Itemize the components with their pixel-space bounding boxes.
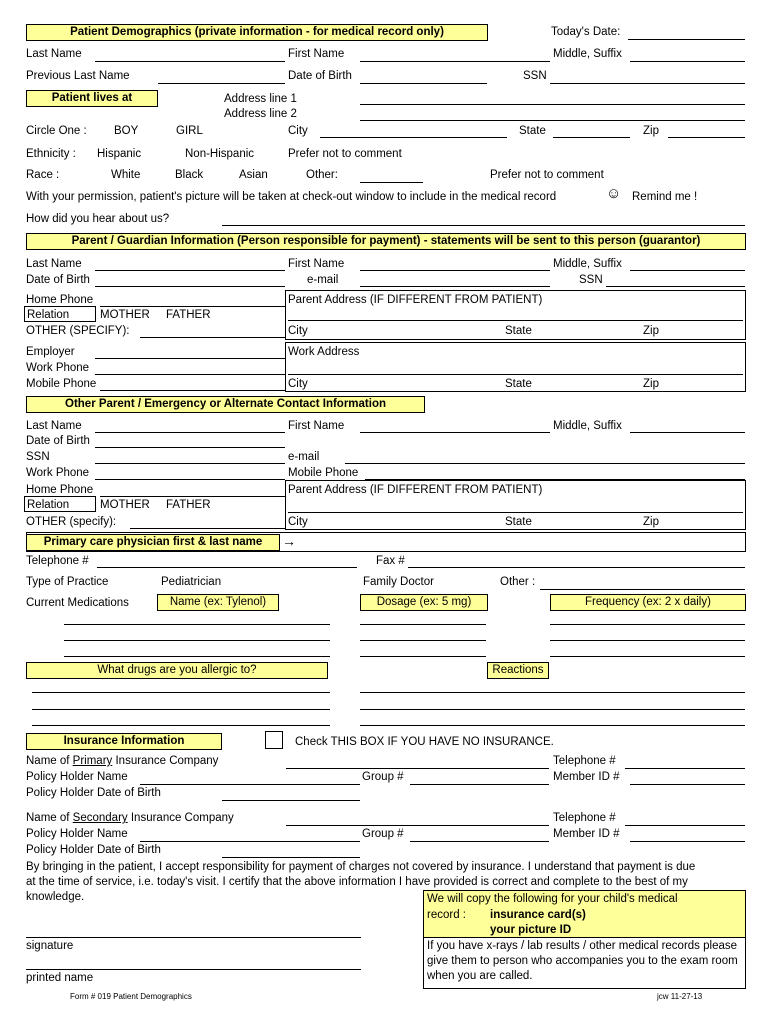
address-line-1-field[interactable] <box>360 104 745 105</box>
reaction-row-1[interactable] <box>360 692 745 693</box>
other-last-name-label: Last Name <box>26 420 82 432</box>
current-medications-label: Current Medications <box>26 597 129 609</box>
medication-frequency-row-2[interactable] <box>550 640 745 641</box>
guardian-address-field[interactable] <box>288 320 743 321</box>
reactions-header: Reactions <box>487 662 549 679</box>
city-field[interactable] <box>320 137 507 138</box>
guardian-mobile-phone-field[interactable] <box>100 390 285 391</box>
no-insurance-label: Check THIS BOX IF YOU HAVE NO INSURANCE. <box>295 736 554 748</box>
other-other-specify-field[interactable] <box>130 528 285 529</box>
group-2-label: Group # <box>362 828 404 840</box>
guardian-middle-suffix-field[interactable] <box>630 270 745 271</box>
guardian-state-label: State <box>505 325 532 337</box>
guardian-employer-label: Employer <box>26 346 75 358</box>
other-relation-label: Relation <box>27 499 70 511</box>
policy-dob-2-field[interactable] <box>222 857 360 858</box>
no-insurance-checkbox[interactable] <box>265 731 283 749</box>
reaction-row-2[interactable] <box>360 709 745 710</box>
last-name-field[interactable] <box>95 61 285 62</box>
member-id-field[interactable] <box>630 784 745 785</box>
guardian-work-address-field[interactable] <box>288 374 743 375</box>
other-city-label: City <box>288 516 308 528</box>
policy-holder-field[interactable] <box>140 784 360 785</box>
medication-dosage-header: Dosage (ex: 5 mg) <box>360 594 488 611</box>
policy-dob-2-label: Policy Holder Date of Birth <box>26 844 161 856</box>
non-hispanic-option[interactable]: Non-Hispanic <box>185 148 255 160</box>
physician-fax-label: Fax # <box>376 555 405 567</box>
reaction-row-3[interactable] <box>360 725 745 726</box>
asian-option[interactable]: Asian <box>239 169 268 181</box>
medication-dosage-row-2[interactable] <box>360 640 486 641</box>
guardian-address-label: Parent Address (IF DIFFERENT FROM PATIENT) <box>288 294 543 306</box>
guardian-employer-field[interactable] <box>95 358 285 359</box>
guardian-work-city-label: City <box>288 378 308 390</box>
other-mother-option[interactable]: MOTHER <box>100 499 150 511</box>
member-id-2-field[interactable] <box>630 841 745 842</box>
policy-dob-label: Policy Holder Date of Birth <box>26 787 161 799</box>
other-home-phone-field[interactable] <box>100 496 285 497</box>
secondary-insurance-label <box>26 811 234 825</box>
white-option[interactable]: White <box>111 169 141 181</box>
record-label: record : <box>427 909 466 921</box>
other-ssn-label: SSN <box>26 451 50 463</box>
physician-telephone-field[interactable] <box>97 567 357 568</box>
medication-frequency-row-1[interactable] <box>550 624 745 625</box>
smiley-icon: ☺ <box>606 185 622 202</box>
insurance-header: Insurance Information <box>26 733 222 750</box>
other-work-phone-label: Work Phone <box>26 467 90 479</box>
form-number: Form # 019 Patient Demographics <box>70 992 192 1001</box>
guardian-work-zip-label: Zip <box>643 378 659 390</box>
physician-header: Primary care physician first & last name <box>26 534 280 551</box>
practice-other-field[interactable] <box>540 589 745 590</box>
primary-insurance-field[interactable] <box>286 768 549 769</box>
primary-telephone-field[interactable] <box>625 768 745 769</box>
medication-name-row-3[interactable] <box>64 656 330 657</box>
copy-notice-text: We will copy the following for your child's medical <box>427 893 678 905</box>
dob-field[interactable] <box>360 83 487 84</box>
guardian-work-address-label: Work Address <box>288 346 360 358</box>
other-email-label: e-mail <box>288 451 320 463</box>
allergic-header: What drugs are you allergic to? <box>26 662 328 679</box>
guardian-zip-label: Zip <box>643 325 659 337</box>
other-first-name-label: First Name <box>288 420 345 432</box>
previous-last-name-label: Previous Last Name <box>26 70 130 82</box>
previous-last-name-field[interactable] <box>158 83 285 84</box>
name-of-text: Name of <box>26 755 73 767</box>
black-option[interactable]: Black <box>175 169 204 181</box>
patient-demographics-header: Patient Demographics (private information - for medical record only) <box>26 24 488 41</box>
guardian-last-name-field[interactable] <box>95 270 285 271</box>
ethnicity-prefer-not-option[interactable]: Prefer not to comment <box>288 148 402 160</box>
other-middle-suffix-field[interactable] <box>630 432 745 433</box>
guardian-first-name-field[interactable] <box>360 270 550 271</box>
primary-telephone-label: Telephone # <box>553 755 616 767</box>
family-doctor-option[interactable]: Family Doctor <box>363 576 434 588</box>
xray-notice-text: If you have x-rays / lab results / other medical records please give them to person who accompanies you to the exam room when you are called. <box>427 940 738 982</box>
guardian-other-specify-label: OTHER (SPECIFY): <box>26 325 130 337</box>
printed-name-field[interactable] <box>26 969 361 970</box>
race-label: Race : <box>26 169 60 181</box>
guardian-father-option[interactable]: FATHER <box>166 309 211 321</box>
printed-name-label: printed name <box>26 972 94 984</box>
guardian-work-state-label: State <box>505 378 532 390</box>
other-ssn-field[interactable] <box>95 463 285 464</box>
hispanic-option[interactable]: Hispanic <box>97 148 142 160</box>
picture-permission-text: With your permission, patient's picture will be taken at check-out window to include in the medical record <box>26 191 557 203</box>
address-line-1-label: Address line 1 <box>224 93 297 105</box>
other-dob-field[interactable] <box>95 447 285 448</box>
medication-frequency-header: Frequency (ex: 2 x daily) <box>550 594 746 611</box>
how-did-you-hear-label: How did you hear about us? <box>26 213 170 225</box>
medication-frequency-row-3[interactable] <box>550 656 745 657</box>
ssn-label: SSN <box>523 70 547 82</box>
secondary-telephone-field[interactable] <box>625 825 745 826</box>
arrow-right-icon: → <box>282 533 296 549</box>
guardian-dob-field[interactable] <box>95 286 285 287</box>
group-field[interactable] <box>410 784 549 785</box>
other-other-specify-label: OTHER (specify): <box>26 516 117 528</box>
address-line-2-label: Address line 2 <box>224 108 297 120</box>
ssn-field[interactable] <box>550 83 745 84</box>
first-name-label: First Name <box>288 48 345 60</box>
guardian-home-phone-field[interactable] <box>100 306 285 307</box>
medication-dosage-row-1[interactable] <box>360 624 486 625</box>
signature-label: signature <box>26 940 74 952</box>
picture-id-text: your picture ID <box>490 924 572 936</box>
medication-name-row-1[interactable] <box>64 624 330 625</box>
other-last-name-field[interactable] <box>95 432 285 433</box>
secondary-insurance-field[interactable] <box>286 825 549 826</box>
other-father-option[interactable]: FATHER <box>166 499 211 511</box>
allergy-row-2[interactable] <box>32 709 330 710</box>
guardian-other-specify-field[interactable] <box>140 337 285 338</box>
first-name-field[interactable] <box>360 61 550 62</box>
policy-holder-label: Policy Holder Name <box>26 771 128 783</box>
other-work-phone-field[interactable] <box>95 479 285 480</box>
primary-insurance-label <box>26 754 218 768</box>
other-email-field[interactable] <box>345 463 745 464</box>
other-middle-suffix-label: Middle, Suffix <box>553 420 622 432</box>
state-field[interactable] <box>553 137 630 138</box>
other-state-label: State <box>505 516 532 528</box>
secondary-text: Secondary <box>72 812 128 824</box>
patient-lives-at-header: Patient lives at <box>26 90 158 107</box>
other-address-field[interactable] <box>288 512 743 513</box>
policy-holder-2-label: Policy Holder Name <box>26 828 128 840</box>
race-prefer-not-option[interactable]: Prefer not to comment <box>490 169 604 181</box>
todays-date-label: Today's Date: <box>551 26 621 38</box>
group-2-field[interactable] <box>410 841 549 842</box>
guardian-ssn-field[interactable] <box>606 286 745 287</box>
guardian-middle-suffix-label: Middle, Suffix <box>553 258 622 270</box>
name-of-text-2: Name of <box>26 812 73 824</box>
guardian-work-phone-label: Work Phone <box>26 362 90 374</box>
allergy-row-3[interactable] <box>32 725 330 726</box>
practice-other-label: Other : <box>500 576 536 588</box>
remind-me-text: Remind me ! <box>632 191 698 203</box>
insurance-company-text: Insurance Company <box>112 755 219 767</box>
medication-dosage-row-3[interactable] <box>360 656 486 657</box>
primary-text: Primary <box>72 755 113 767</box>
guardian-mother-option[interactable]: MOTHER <box>100 309 150 321</box>
pediatrician-option[interactable]: Pediatrician <box>161 576 222 588</box>
medication-name-row-2[interactable] <box>64 640 330 641</box>
address-line-2-field[interactable] <box>360 120 745 121</box>
policy-holder-2-field[interactable] <box>140 841 360 842</box>
physician-telephone-label: Telephone # <box>26 555 89 567</box>
guardian-email-label: e-mail <box>307 274 339 286</box>
insurance-company-text-2: Insurance Company <box>127 812 234 824</box>
guardian-header: Parent / Guardian Information (Person responsible for payment) - statements will be sent to this person (guarantor) <box>26 233 746 250</box>
secondary-telephone-label: Telephone # <box>553 812 616 824</box>
todays-date-field[interactable] <box>628 39 745 40</box>
group-label: Group # <box>362 771 404 783</box>
revision-code: jcw 11-27-13 <box>657 992 703 1001</box>
physician-fax-field[interactable] <box>408 567 745 568</box>
middle-suffix-label: Middle, Suffix <box>553 48 622 60</box>
middle-suffix-field[interactable] <box>630 61 745 62</box>
type-of-practice-label: Type of Practice <box>26 576 109 588</box>
other-home-phone-label: Home Phone <box>26 484 94 496</box>
guardian-email-field[interactable] <box>360 286 550 287</box>
city-label: City <box>288 125 308 137</box>
race-other-field[interactable] <box>360 182 423 183</box>
other-zip-label: Zip <box>643 516 659 528</box>
guardian-city-label: City <box>288 325 308 337</box>
other-dob-label: Date of Birth <box>26 435 90 447</box>
guardian-home-phone-label: Home Phone <box>26 294 94 306</box>
race-other-label: Other: <box>306 169 338 181</box>
boy-option[interactable]: BOY <box>114 125 139 137</box>
how-did-you-hear-field[interactable] <box>222 225 745 226</box>
guardian-ssn-label: SSN <box>579 274 603 286</box>
responsibility-statement: By bringing in the patient, I accept responsibility for payment of charges not covered by insurance. I understand that payment is due at the time of service, i.e. today's visit. I certify that the above information I have provided is correct and complete to the best of my knowledge. <box>26 861 696 903</box>
state-label: State <box>519 125 546 137</box>
guardian-first-name-label: First Name <box>288 258 345 270</box>
other-first-name-field[interactable] <box>360 432 550 433</box>
insurance-cards-text: insurance card(s) <box>490 909 586 921</box>
guardian-mobile-phone-label: Mobile Phone <box>26 378 97 390</box>
other-parent-header: Other Parent / Emergency or Alternate Contact Information <box>26 396 425 413</box>
girl-option[interactable]: GIRL <box>176 125 203 137</box>
other-address-label: Parent Address (IF DIFFERENT FROM PATIENT) <box>288 484 543 496</box>
circle-one-label: Circle One : <box>26 125 87 137</box>
ethnicity-label: Ethnicity : <box>26 148 76 160</box>
zip-label: Zip <box>643 125 659 137</box>
guardian-work-phone-field[interactable] <box>95 374 285 375</box>
guardian-last-name-label: Last Name <box>26 258 82 270</box>
signature-field[interactable] <box>26 937 361 938</box>
allergy-row-1[interactable] <box>32 692 330 693</box>
last-name-label: Last Name <box>26 48 82 60</box>
medication-name-header: Name (ex: Tylenol) <box>157 594 279 611</box>
other-mobile-phone-label: Mobile Phone <box>288 467 359 479</box>
zip-field[interactable] <box>668 137 745 138</box>
guardian-relation-label: Relation <box>27 309 70 321</box>
policy-dob-field[interactable] <box>222 800 360 801</box>
guardian-dob-label: Date of Birth <box>26 274 90 286</box>
member-id-2-label: Member ID # <box>553 828 620 840</box>
dob-label: Date of Birth <box>288 70 352 82</box>
member-id-label: Member ID # <box>553 771 620 783</box>
